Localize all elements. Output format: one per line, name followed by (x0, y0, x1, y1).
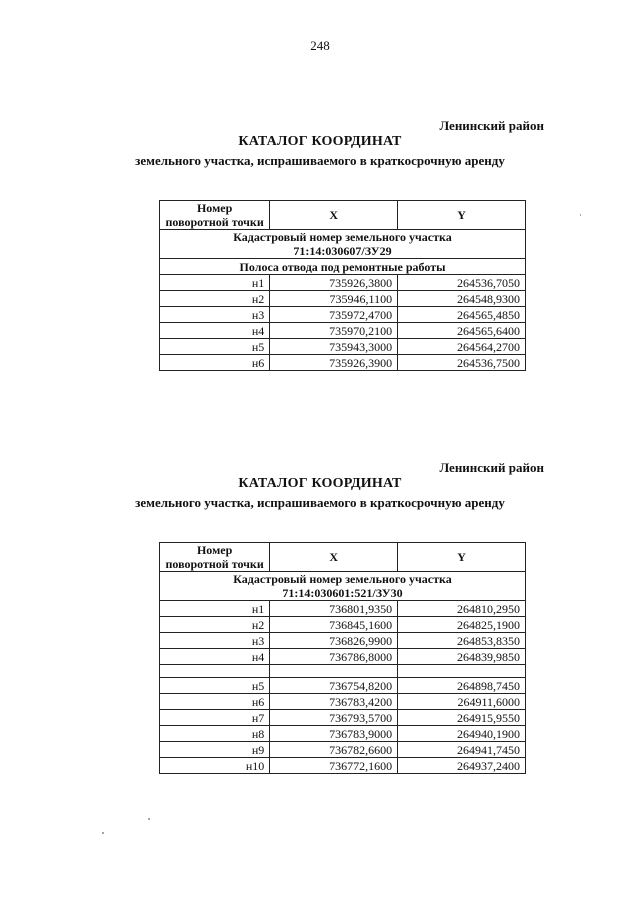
table-header-row (160, 543, 526, 572)
header-point-number: Номер поворотной точки (160, 201, 270, 230)
point-number-cell: н2 (160, 291, 270, 307)
catalog-subtitle: земельного участка, испрашиваемого в краткосрочную аренду (135, 495, 505, 510)
scan-speck (148, 818, 150, 820)
district-label: Ленинский район (439, 460, 544, 475)
y-coordinate-cell: 264564,2700 (398, 339, 526, 355)
blank-row (160, 665, 526, 678)
point-number-cell: н7 (160, 710, 270, 726)
x-coordinate-cell: 735943,3000 (270, 339, 398, 355)
x-coordinate-cell: 736783,9000 (270, 726, 398, 742)
table-row (160, 275, 526, 291)
point-number-cell: н3 (160, 307, 270, 323)
x-coordinate-cell: 736754,8200 (270, 678, 398, 694)
blank-cell (398, 665, 526, 678)
x-coordinate-cell: 736801,9350 (270, 601, 398, 617)
y-coordinate-cell: 264941,7450 (398, 742, 526, 758)
table-row (160, 617, 526, 633)
y-coordinate-cell: 264839,9850 (398, 649, 526, 665)
header-x: X (270, 543, 398, 572)
cadastral-label: Кадастровый номер земельного участка (233, 230, 452, 244)
y-coordinate-cell: 264915,9550 (398, 710, 526, 726)
table-row (160, 601, 526, 617)
section-row (160, 259, 526, 275)
table-row (160, 726, 526, 742)
table-row (160, 694, 526, 710)
y-coordinate-cell: 264853,8350 (398, 633, 526, 649)
y-coordinate-cell: 264940,1900 (398, 726, 526, 742)
header-point-number: Номер поворотной точки (160, 543, 270, 572)
y-coordinate-cell: 264565,4850 (398, 307, 526, 323)
header-y: Y (398, 543, 526, 572)
table-row (160, 649, 526, 665)
cadastral-label: Кадастровый номер земельного участка (233, 572, 452, 586)
x-coordinate-cell: 735970,2100 (270, 323, 398, 339)
section-label: Полоса отвода под ремонтные работы (160, 259, 526, 275)
table-row (160, 355, 526, 371)
x-coordinate-cell: 735946,1100 (270, 291, 398, 307)
scan-speck (580, 214, 581, 216)
rows-body (160, 275, 526, 371)
district-label: Ленинский район (439, 118, 544, 133)
point-number-cell: н6 (160, 694, 270, 710)
catalog-subtitle: земельного участка, испрашиваемого в краткосрочную аренду (135, 153, 505, 168)
x-coordinate-cell: 735972,4700 (270, 307, 398, 323)
y-coordinate-cell: 264536,7500 (398, 355, 526, 371)
coordinates-table (159, 542, 526, 774)
point-number-cell: н9 (160, 742, 270, 758)
x-coordinate-cell: 735926,3900 (270, 355, 398, 371)
point-number-cell: н6 (160, 355, 270, 371)
blank-cell (160, 665, 270, 678)
table-row (160, 710, 526, 726)
x-coordinate-cell: 736845,1600 (270, 617, 398, 633)
y-coordinate-cell: 264898,7450 (398, 678, 526, 694)
point-number-cell: н2 (160, 617, 270, 633)
x-coordinate-cell: 735926,3800 (270, 275, 398, 291)
y-coordinate-cell: 264565,6400 (398, 323, 526, 339)
y-coordinate-cell: 264548,9300 (398, 291, 526, 307)
x-coordinate-cell: 736783,4200 (270, 694, 398, 710)
x-coordinate-cell: 736772,1600 (270, 758, 398, 774)
cadastral-number: 71:14:030601:521/ЗУ30 (282, 586, 403, 600)
point-number-cell: н5 (160, 339, 270, 355)
table-row (160, 307, 526, 323)
table-row (160, 678, 526, 694)
table-row (160, 633, 526, 649)
x-coordinate-cell: 736826,9900 (270, 633, 398, 649)
rows-body-b (160, 678, 526, 774)
point-number-cell: н5 (160, 678, 270, 694)
point-number-cell: н4 (160, 649, 270, 665)
scan-speck (102, 832, 104, 834)
header-y: Y (398, 201, 526, 230)
page-number: 248 (310, 38, 330, 53)
table-row (160, 339, 526, 355)
table-row (160, 323, 526, 339)
cadastral-row (160, 230, 526, 259)
header-x: X (270, 201, 398, 230)
catalog-title: КАТАЛОГ КООРДИНАТ (238, 476, 402, 491)
point-number-cell: н1 (160, 275, 270, 291)
coordinates-table (159, 200, 526, 371)
y-coordinate-cell: 264911,6000 (398, 694, 526, 710)
rows-body-a (160, 601, 526, 665)
y-coordinate-cell: 264825,1900 (398, 617, 526, 633)
table-row (160, 758, 526, 774)
cadastral-row (160, 572, 526, 601)
table-row (160, 742, 526, 758)
blank-cell (270, 665, 398, 678)
y-coordinate-cell: 264536,7050 (398, 275, 526, 291)
y-coordinate-cell: 264810,2950 (398, 601, 526, 617)
x-coordinate-cell: 736786,8000 (270, 649, 398, 665)
point-number-cell: н8 (160, 726, 270, 742)
y-coordinate-cell: 264937,2400 (398, 758, 526, 774)
point-number-cell: н10 (160, 758, 270, 774)
point-number-cell: н1 (160, 601, 270, 617)
point-number-cell: н4 (160, 323, 270, 339)
table-header-row (160, 201, 526, 230)
cadastral-cell (160, 572, 526, 601)
catalog-title: КАТАЛОГ КООРДИНАТ (238, 134, 402, 149)
x-coordinate-cell: 736793,5700 (270, 710, 398, 726)
point-number-cell: н3 (160, 633, 270, 649)
cadastral-cell (160, 230, 526, 259)
cadastral-number: 71:14:030607/ЗУ29 (293, 244, 392, 258)
table-row (160, 291, 526, 307)
x-coordinate-cell: 736782,6600 (270, 742, 398, 758)
